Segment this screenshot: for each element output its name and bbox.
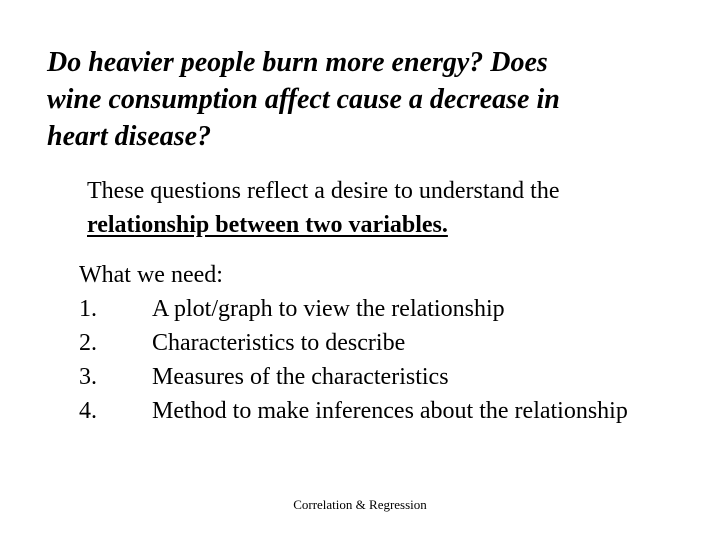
list-item-text: A plot/graph to view the relationship [152,296,505,322]
intro-emphasis: relationship between two variables. [87,212,448,238]
needs-list [79,292,715,428]
list-item-number: 3. [79,364,97,390]
list-item [79,360,715,394]
intro-paragraph [87,174,707,242]
list-item [79,292,715,326]
slide-footer: Correlation & Regression [293,497,427,512]
title-line: Do heavier people burn more energy? Does [47,47,548,78]
list-item [79,394,715,428]
list-item-number: 2. [79,330,97,356]
list-item [79,326,715,360]
needs-heading: What we need: [79,262,223,288]
list-item-text: Measures of the characteristics [152,364,449,390]
intro-line: These questions reflect a desire to understand the [87,178,560,204]
list-item-text: Method to make inferences about the relationship [152,398,628,424]
list-item-text: Characteristics to describe [152,330,406,356]
title-line: wine consumption affect cause a decrease in [47,84,560,115]
title-line: heart disease? [47,121,212,152]
slide-title [47,44,687,155]
list-item-number: 4. [79,398,97,424]
list-item-number: 1. [79,296,97,322]
needs-list-section [79,258,715,428]
